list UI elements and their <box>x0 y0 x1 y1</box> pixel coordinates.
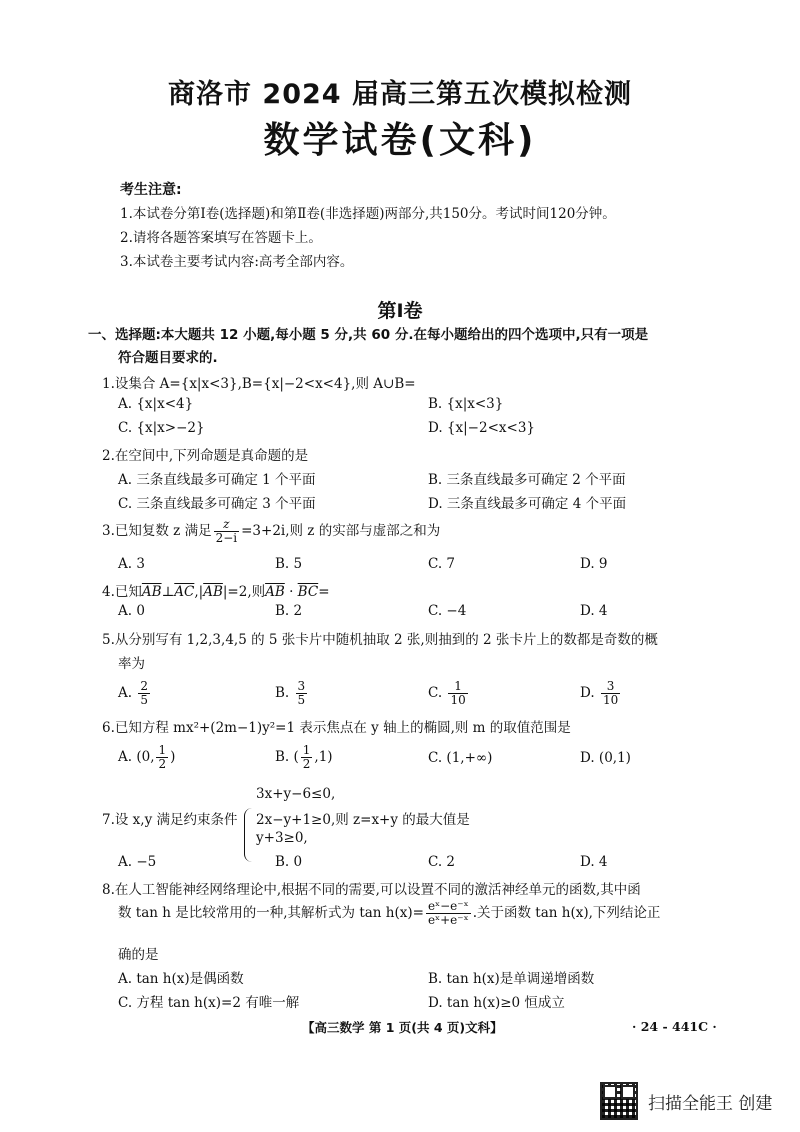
qr-code-icon <box>600 1082 638 1120</box>
q3-option-a: A. 3 <box>118 556 145 572</box>
q6-option-c: C. (1,+∞) <box>428 750 493 766</box>
q5-c-denominator: 10 <box>450 693 466 707</box>
question-8-line-2 <box>118 900 660 927</box>
q8-option-b: B. tan h(x)是单调递增函数 <box>428 971 595 987</box>
q4-vector-bc: $\overline{BC}$ <box>297 584 319 600</box>
q5-d-denominator: 10 <box>602 693 619 707</box>
notice-item: 3.本试卷主要考试内容:高考全部内容。 <box>120 254 354 270</box>
section-heading <box>88 324 728 370</box>
q5-option-a-label: A. <box>118 685 133 701</box>
q3-option-c: C. 7 <box>428 556 456 572</box>
q4-dot-symbol: · <box>284 584 298 600</box>
q4-option-b: B. 2 <box>275 603 303 619</box>
exam-title: 商洛市 2024 届高三第五次模拟检测 <box>168 79 632 110</box>
scanner-watermark-text: 扫描全能王 创建 <box>648 1093 773 1114</box>
q6-option-d: D. (0,1) <box>580 750 631 766</box>
question-5-line-2: 率为 <box>118 656 145 672</box>
question-8-line-1: 8.在人工智能神经网络理论中,根据不同的需要,可以设置不同的激活神经单元的函数,其中函 <box>102 882 641 898</box>
notice-item: 2.请将各题答案填写在答题卡上。 <box>120 230 322 246</box>
q5-b-numerator: 3 <box>297 679 306 693</box>
q8-frac-denominator: eˣ+e⁻ˣ <box>427 913 469 927</box>
question-5-line-1: 5.从分别写有 1,2,3,4,5 的 5 张卡片中随机抽取 2 张,则抽到的 2 张卡片上的数都是奇数的概 <box>102 632 658 648</box>
q6-b-post: ,1) <box>314 749 333 765</box>
volume-label: 第Ⅰ卷 <box>377 300 423 322</box>
q5-option-b-label: B. <box>275 685 290 701</box>
q5-d-numerator: 3 <box>601 680 620 694</box>
q3-fraction <box>214 518 240 545</box>
q7-constraint-1: 3x+y−6≤0, <box>256 786 336 802</box>
q6-a-pre: A. (0, <box>118 749 155 765</box>
q4-vector-ab-dot: $\overline{AB}$ <box>265 584 285 600</box>
q2-option-b: B. 三条直线最多可确定 2 个平面 <box>428 472 626 488</box>
q5-option-d-label: D. <box>580 685 595 701</box>
q4-option-d: D. 4 <box>580 603 608 619</box>
q6-option-a <box>118 744 175 771</box>
q6-b-numerator: 1 <box>302 743 311 757</box>
q6-b-denominator: 2 <box>302 757 311 771</box>
q6-a-numerator: 1 <box>158 743 167 757</box>
q5-option-a <box>118 680 152 707</box>
q4-stem-1: 4.已知 <box>102 584 142 600</box>
q6-a-post: ) <box>170 749 176 765</box>
q7-constraint-2: 2x−y+1≥0,则 z=x+y 的最大值是 <box>256 812 470 828</box>
q7-option-b: B. 0 <box>275 854 303 870</box>
q6-a-fraction <box>156 744 168 771</box>
q4-vector-ab: $\overline{AB}$ <box>141 584 162 600</box>
q6-b-pre: B. ( <box>275 749 299 765</box>
q6-a-denominator: 2 <box>158 757 167 771</box>
q2-option-d: D. 三条直线最多可确定 4 个平面 <box>428 496 627 512</box>
q8-line-2-post: .关于函数 tan h(x),下列结论正 <box>472 905 661 921</box>
q7-constraint-brace <box>244 808 255 862</box>
q3-frac-numerator: z <box>214 518 240 532</box>
q8-fraction <box>426 900 471 927</box>
q1-option-b: B. {x|x<3} <box>428 396 504 412</box>
notice-item: 1.本试卷分第Ⅰ卷(选择题)和第Ⅱ卷(非选择题)两部分,共150分。考试时间120分钟。 <box>120 206 616 222</box>
notice-block <box>120 178 616 274</box>
q1-option-d: D. {x|−2<x<3} <box>428 420 535 436</box>
q3-option-b: B. 5 <box>275 556 303 572</box>
q5-a-numerator: 2 <box>140 679 148 693</box>
q5-option-a-fraction <box>138 680 150 707</box>
q6-option-b <box>275 744 333 771</box>
q3-frac-denominator: 2−i <box>215 531 238 545</box>
q8-option-c: C. 方程 tan h(x)=2 有唯一解 <box>118 995 300 1011</box>
q5-a-denominator: 5 <box>140 693 148 707</box>
q5-c-numerator: 1 <box>448 680 467 694</box>
question-4-stem <box>102 580 330 600</box>
q4-vector-ab-norm: $\overline{AB}$ <box>203 584 223 600</box>
q5-option-d-fraction <box>601 680 620 707</box>
q4-stem-4: = <box>318 584 330 600</box>
q5-option-b <box>275 680 309 707</box>
paper-code: · 24 - 441C · <box>632 1019 717 1034</box>
notice-heading: 考生注意: <box>120 182 182 198</box>
q5-option-c <box>428 680 470 707</box>
q2-option-a: A. 三条直线最多可确定 1 个平面 <box>118 472 316 488</box>
q7-option-d: D. 4 <box>580 854 608 870</box>
q4-option-c: C. −4 <box>428 603 467 619</box>
q7-constraint-3: y+3≥0, <box>256 830 308 846</box>
question-2-stem: 2.在空间中,下列命题是真命题的是 <box>102 448 309 464</box>
q3-stem-pre: 3.已知复数 z 满足 <box>102 523 212 539</box>
q1-option-c: C. {x|x>−2} <box>118 420 205 436</box>
question-8-line-3: 确的是 <box>118 947 159 963</box>
q5-b-denominator: 5 <box>297 693 306 707</box>
q6-b-fraction <box>301 744 313 771</box>
question-3-stem <box>102 518 440 545</box>
q8-option-d: D. tan h(x)≥0 恒成立 <box>428 995 565 1011</box>
q4-stem-2: ,| <box>194 584 204 600</box>
q5-option-c-label: C. <box>428 685 443 701</box>
page-footer: 【高三数学 第 1 页(共 4 页)文科】 <box>302 1020 503 1035</box>
q2-option-c: C. 三条直线最多可确定 3 个平面 <box>118 496 316 512</box>
q4-option-a: A. 0 <box>118 603 145 619</box>
q5-option-c-fraction <box>448 680 467 707</box>
exam-subtitle: 数学试卷(文科) <box>263 120 537 161</box>
q1-option-a: A. {x|x<4} <box>118 396 194 412</box>
q5-option-d <box>580 680 622 707</box>
q8-option-a: A. tan h(x)是偶函数 <box>118 971 244 987</box>
section-line-2: 符合题目要求的. <box>118 350 218 366</box>
q8-frac-numerator: eˣ−e⁻ˣ <box>427 899 469 913</box>
q4-perp-symbol: ⊥ <box>161 584 175 600</box>
q8-line-2-pre: 数 tan h 是比较常用的一种,其解析式为 tan h(x)= <box>118 905 424 921</box>
question-1-stem: 1.设集合 A={x|x<3},B={x|−2<x<4},则 A∪B= <box>102 376 416 392</box>
question-7-stem: 7.设 x,y 满足约束条件 <box>102 812 238 828</box>
scanner-watermark <box>600 1082 772 1120</box>
q3-option-d: D. 9 <box>580 556 608 572</box>
q3-stem-post: =3+2i,则 z 的实部与虚部之和为 <box>241 523 441 539</box>
q5-option-b-fraction <box>296 680 308 707</box>
section-line-1: 一、选择题:本大题共 12 小题,每小题 5 分,共 60 分.在每小题给出的四个选项中,只有一项是 <box>88 327 649 343</box>
q4-vector-ac: $\overline{AC}$ <box>174 584 195 600</box>
q7-option-a: A. −5 <box>118 854 157 870</box>
question-6-stem: 6.已知方程 mx²+(2m−1)y²=1 表示焦点在 y 轴上的椭圆,则 m 的取值范围是 <box>102 720 571 736</box>
q4-stem-3: |=2,则 <box>222 584 266 600</box>
q7-option-c: C. 2 <box>428 854 456 870</box>
